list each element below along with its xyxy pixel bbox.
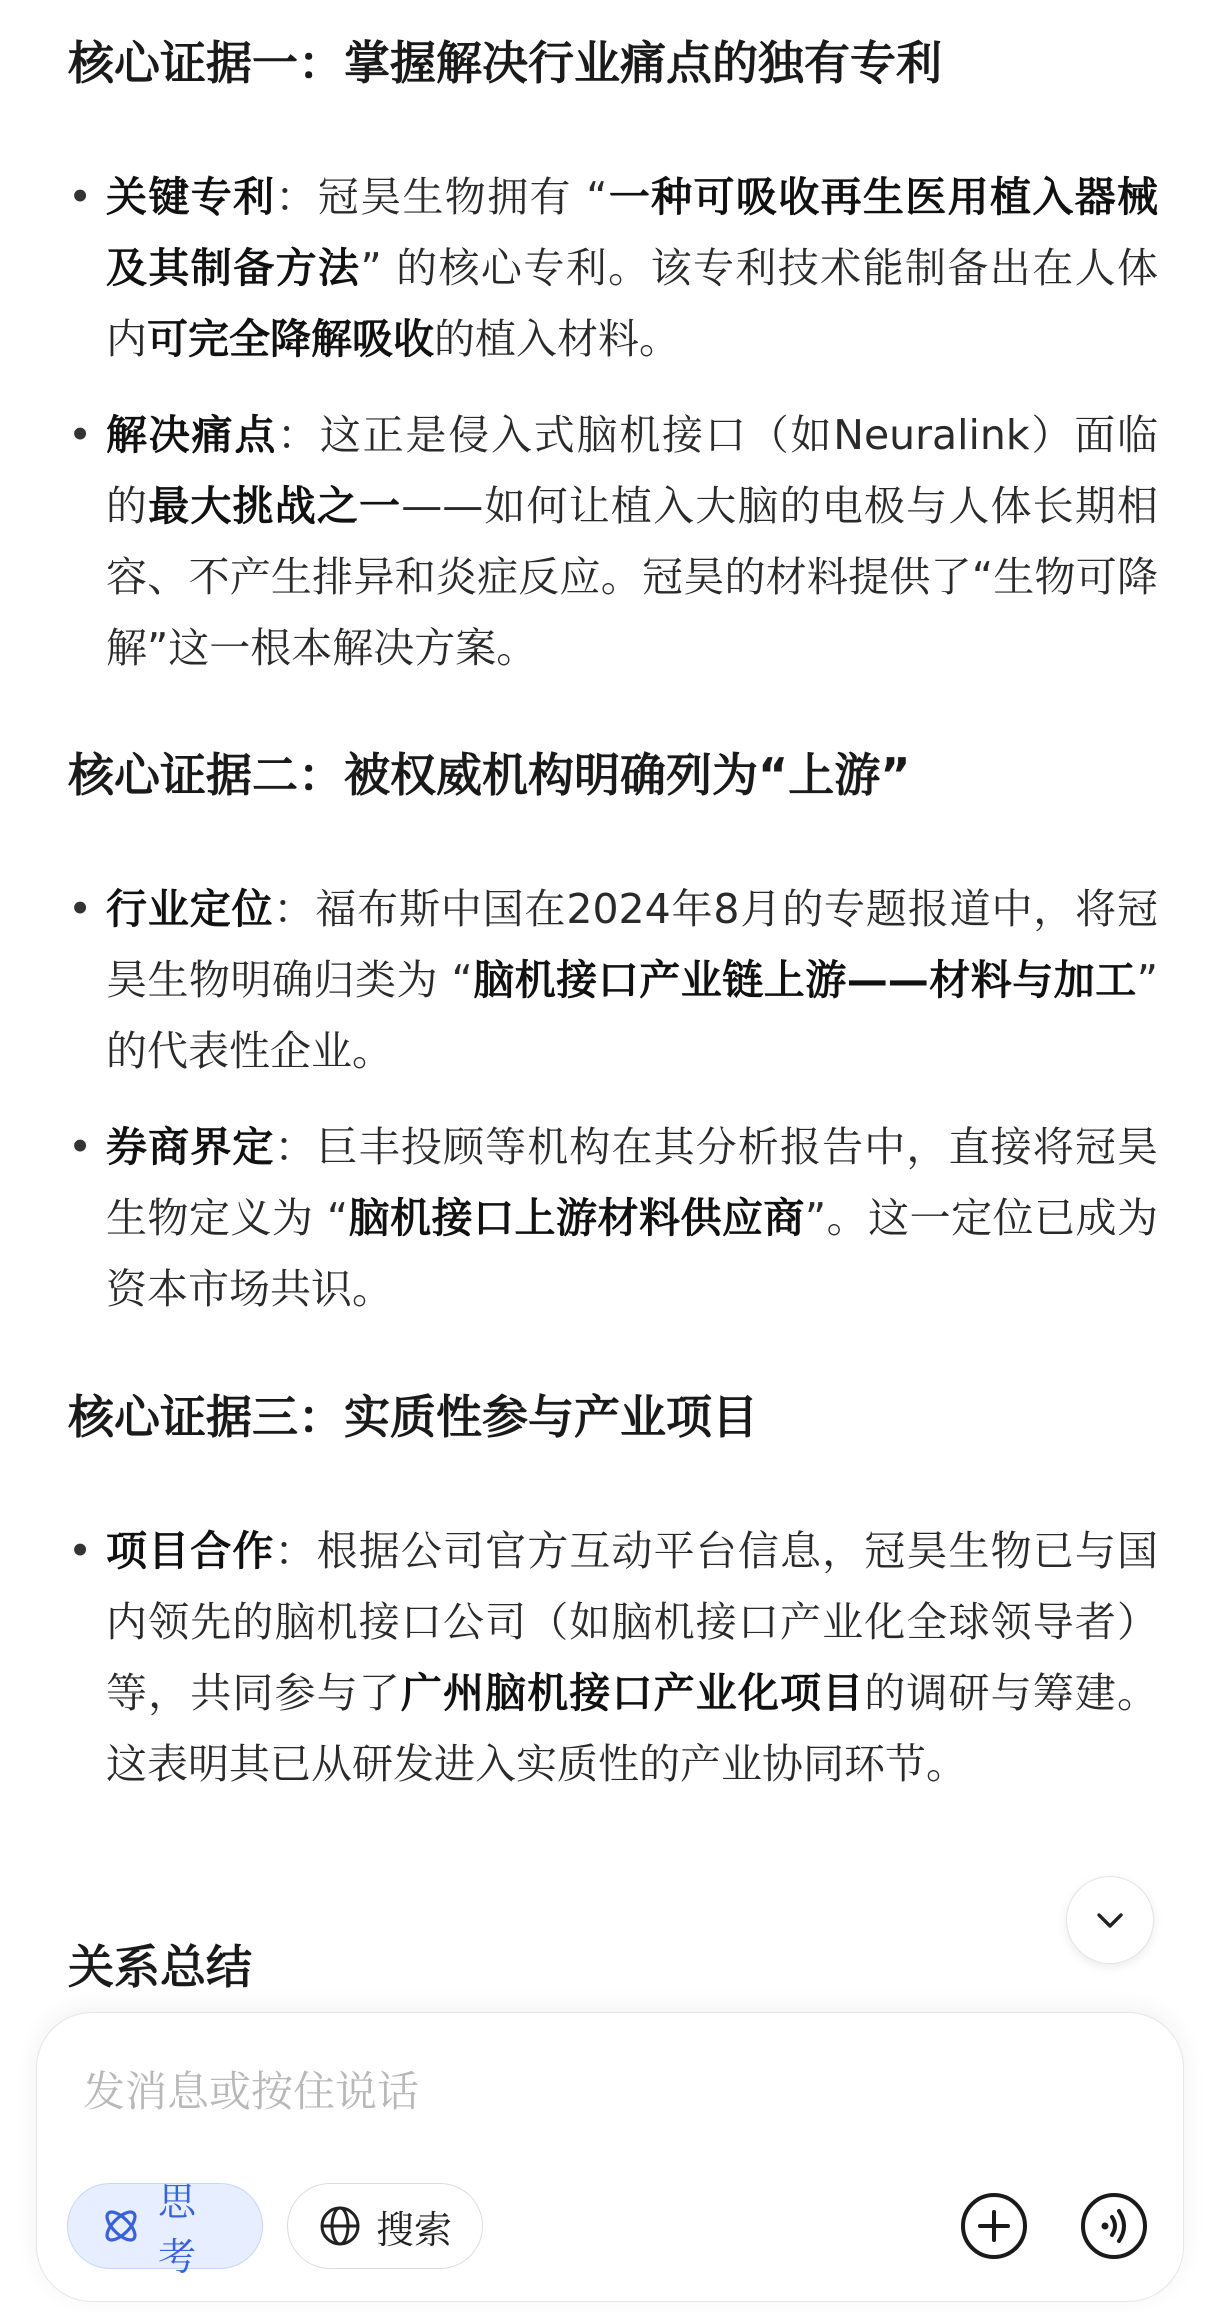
list-item-text: 解决痛点：这正是侵入式脑机接口（如Neuralink）面临的最大挑战之一——如何让植入大脑的电极与人体长期相容、不产生排异和炎症反应。冠昊的材料提供了“生物可降解”这一根本解决方案。 <box>106 411 1159 672</box>
voice-call-button[interactable] <box>1077 2189 1151 2263</box>
bullet-dot: • <box>68 173 93 221</box>
voice-wave-icon <box>1079 2191 1149 2261</box>
bullet-dot: • <box>68 1527 93 1575</box>
add-attachment-button[interactable] <box>957 2189 1031 2263</box>
section-heading-3: 核心证据三：实质性参与产业项目 <box>68 1390 758 1444</box>
message-composer <box>36 2012 1184 2302</box>
scroll-to-bottom-button[interactable] <box>1066 1876 1154 1964</box>
bullet-dot: • <box>68 411 93 459</box>
section-heading-1: 核心证据一：掌握解决行业痛点的独有专利 <box>68 36 942 90</box>
search-label: 搜索 <box>376 2207 453 2252</box>
list-item-pain-point <box>68 400 1158 684</box>
bullet-dot: • <box>68 1123 93 1171</box>
list-item-broker-definition <box>68 1112 1158 1325</box>
globe-icon <box>318 2204 362 2248</box>
list-item-text: 关键专利：冠昊生物拥有 “一种可吸收再生医用植入器械及其制备方法” 的核心专利。该专利技术能制备出在人体内可完全降解吸收的植入材料。 <box>106 173 1159 363</box>
message-input[interactable]: 发消息或按住说话 <box>83 2067 420 2116</box>
plus-circle-icon <box>959 2191 1029 2261</box>
chevron-down-icon <box>1090 1900 1130 1940</box>
atom-icon <box>98 2203 144 2249</box>
list-item-text: 项目合作：根据公司官方互动平台信息，冠昊生物已与国内领先的脑机接口公司（如脑机接口产业化全球领导者）等，共同参与了广州脑机接口产业化项目的调研与筹建。这表明其已从研发进入实质性的产业协同环节。 <box>106 1527 1158 1788</box>
list-item-text: 行业定位：福布斯中国在2024年8月的专题报道中，将冠昊生物明确归类为 “脑机接口产业链上游——材料与加工” 的代表性企业。 <box>106 885 1158 1075</box>
think-label: 思考 <box>158 2180 197 2279</box>
summary-heading: 关系总结 <box>68 1940 252 1994</box>
search-toggle-button[interactable] <box>287 2183 483 2269</box>
list-item-text: 券商界定：巨丰投顾等机构在其分析报告中，直接将冠昊生物定义为 “脑机接口上游材料供应商”。这一定位已成为资本市场共识。 <box>106 1123 1158 1313</box>
list-item-key-patent <box>68 162 1158 375</box>
list-item-industry-position <box>68 874 1158 1087</box>
bullet-dot: • <box>68 885 93 933</box>
list-item-project-cooperation <box>68 1516 1158 1800</box>
section-heading-2: 核心证据二：被权威机构明确列为“上游” <box>68 748 911 802</box>
think-toggle-button[interactable] <box>67 2180 263 2279</box>
